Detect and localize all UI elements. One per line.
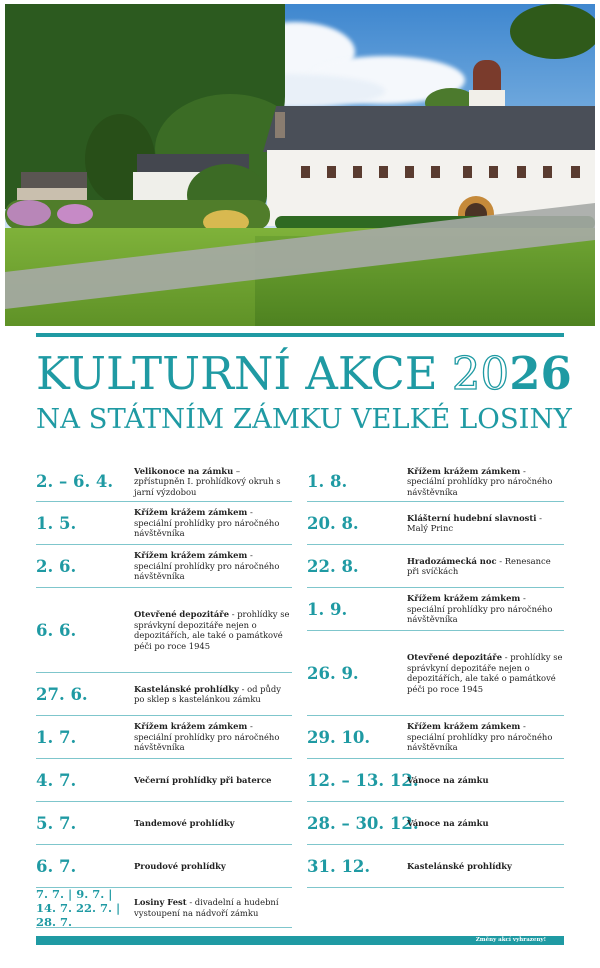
event-date: 5. 7. xyxy=(36,813,77,833)
event-row xyxy=(36,759,292,802)
page-subtitle: NA STÁTNÍM ZÁMKU VELKÉ LOSINY xyxy=(36,403,572,435)
event-date: 20. 8. xyxy=(307,513,359,533)
event-description: Velikonoce na zámku – zpřístupněn I. prohlídkový okruh s jarní výzdobou xyxy=(134,465,281,497)
event-description: Vánoce na zámku xyxy=(407,774,489,785)
event-date: 28. – 30. 12. xyxy=(307,813,419,833)
event-description: Křížem krážem zámkem - speciální prohlídky pro náročného návštěvníka xyxy=(407,593,553,625)
event-date: 27. 6. xyxy=(36,684,88,704)
event-row xyxy=(307,502,564,545)
events-column-right xyxy=(307,462,564,888)
event-description: Proudové prohlídky xyxy=(134,860,226,871)
event-description: Večerní prohlídky při baterce xyxy=(134,774,272,785)
year-outline: 20 xyxy=(451,347,510,400)
event-date: 1. 5. xyxy=(36,513,77,533)
event-date: 29. 10. xyxy=(307,727,371,747)
event-description: Křížem krážem zámkem - speciální prohlídky pro náročného návštěvníka xyxy=(407,465,553,497)
event-description: Tandemové prohlídky xyxy=(134,817,235,828)
event-row xyxy=(307,462,564,502)
event-description: Kastelánské prohlídky xyxy=(407,860,512,871)
event-row xyxy=(36,845,292,888)
event-date: 7. 7. | 9. 7. | 14. 7. 22. 7. | 28. 7. xyxy=(36,886,121,929)
event-date: 1. 8. xyxy=(307,472,348,491)
event-row xyxy=(36,802,292,845)
event-row xyxy=(307,802,564,845)
event-description: Hradozámecká noc - Renesance při svíčkách xyxy=(407,555,551,576)
event-description: Kastelánské prohlídky - od půdy po sklep s kastelánkou zámku xyxy=(134,683,281,704)
title-top-rule xyxy=(36,333,564,337)
events-column-left xyxy=(36,462,292,928)
event-date: 31. 12. xyxy=(307,856,371,876)
event-row xyxy=(36,716,292,759)
event-row xyxy=(307,759,564,802)
event-date: 22. 8. xyxy=(307,556,359,576)
event-description: Křížem krážem zámkem - speciální prohlídky pro náročného návštěvníka xyxy=(134,721,280,753)
event-row xyxy=(36,673,292,716)
event-row xyxy=(307,631,564,716)
castle-photo xyxy=(5,4,595,326)
event-description: Losiny Fest - divadelní a hudební vystoupení na nádvoří zámku xyxy=(134,897,279,918)
event-row xyxy=(36,888,292,928)
event-description: Klášterní hudební slavnosti - Malý Princ xyxy=(407,512,542,533)
event-row xyxy=(36,545,292,588)
event-row xyxy=(307,716,564,759)
event-row xyxy=(307,588,564,631)
event-row xyxy=(36,502,292,545)
event-description: Otevřené depozitáře - prohlídky se správkyní depozitáře nejen o depozitářích, ale také o památkové péči po roce 1945 xyxy=(407,652,563,694)
event-description: Křížem krážem zámkem - speciální prohlídky pro náročného návštěvníka xyxy=(134,507,280,539)
event-date: 2. – 6. 4. xyxy=(36,472,114,491)
year-bold: 26 xyxy=(509,347,572,400)
event-row xyxy=(36,588,292,673)
event-date: 26. 9. xyxy=(307,663,359,683)
event-row xyxy=(307,845,564,888)
event-description: Křížem krážem zámkem - speciální prohlídky pro náročného návštěvníka xyxy=(407,721,553,753)
event-date: 12. – 13. 12. xyxy=(307,770,419,790)
event-row xyxy=(36,462,292,502)
event-row xyxy=(307,545,564,588)
event-description: Křížem krážem zámkem - speciální prohlídky pro náročného návštěvníka xyxy=(134,550,280,582)
page-title: KULTURNÍ AKCE 2026 xyxy=(36,347,572,400)
event-date: 2. 6. xyxy=(36,556,77,576)
footer-note: Změny akcí vyhrazeny! xyxy=(475,937,546,943)
event-description: Vánoce na zámku xyxy=(407,817,489,828)
event-description: Otevřené depozitáře - prohlídky se správkyní depozitáře nejen o depozitářích, ale také o památkové péči po roce 1945 xyxy=(134,609,290,651)
event-date: 1. 9. xyxy=(307,599,348,619)
event-date: 4. 7. xyxy=(36,770,77,790)
event-date: 6. 6. xyxy=(36,620,77,640)
event-date: 6. 7. xyxy=(36,856,77,876)
event-date: 1. 7. xyxy=(36,727,77,747)
